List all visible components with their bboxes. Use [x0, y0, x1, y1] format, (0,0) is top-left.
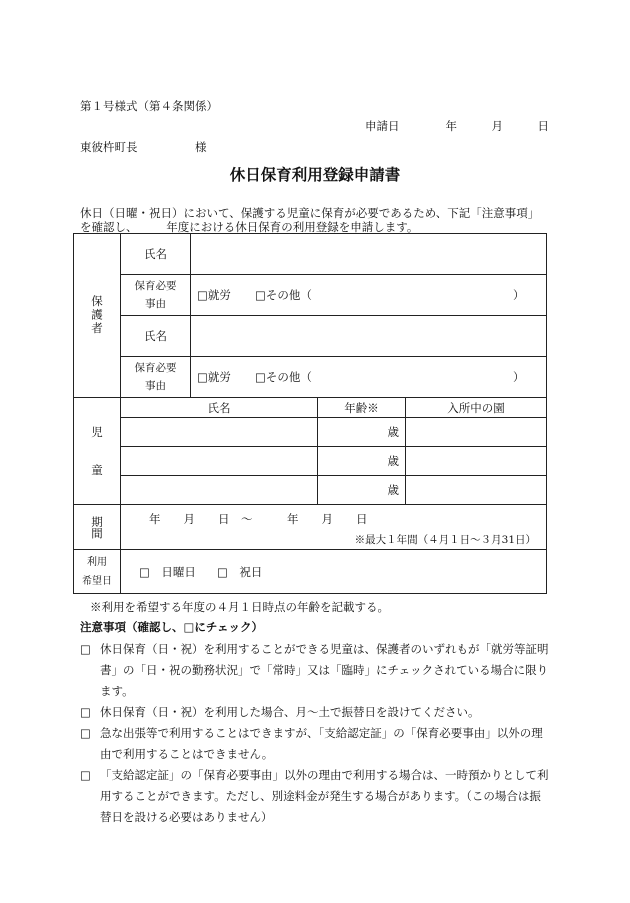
note2-checkbox[interactable]: □: [80, 705, 91, 719]
addressee: 東彼杵町長 様: [80, 140, 207, 154]
child2-age-field[interactable]: 歳: [318, 447, 406, 476]
form-number: 第１号様式（第４条関係）: [80, 99, 218, 113]
note1-checkbox[interactable]: □: [80, 642, 91, 656]
guardian2-name-label: 氏名: [121, 316, 191, 357]
age-footnote: ※利用を希望する年度の４月１日時点の年齢を記載する。: [90, 600, 389, 614]
period-label-cell: [74, 505, 121, 550]
children-col-facility: 入所中の園: [406, 398, 547, 418]
guardian1-name-label: 氏名: [121, 234, 191, 275]
guardian1-work-checkbox[interactable]: □就労: [197, 288, 231, 302]
note3-text: 急な出張等で利用することはできますが、「支給認定証」の「保育必要事由」以外の理由で利用することはできません。: [100, 726, 543, 761]
child3-facility-field[interactable]: [406, 476, 547, 505]
guardian2-name-field[interactable]: [191, 316, 547, 357]
application-table: [73, 233, 547, 594]
desired-use-label: 利用 希望日: [74, 550, 121, 594]
guardian1-other-close: ）: [513, 288, 525, 302]
note-item: [80, 639, 550, 702]
guardian2-reason-field: [191, 357, 547, 398]
guardian2-other-close: ）: [513, 370, 525, 384]
notes-title: 注意事項（確認し、□にチェック）: [80, 620, 264, 634]
guardian2-other-checkbox[interactable]: □その他（: [255, 370, 312, 384]
application-date: 申請日 年 月 日: [365, 119, 549, 133]
note-item: [80, 702, 550, 723]
guardian1-other-checkbox[interactable]: □その他（: [255, 288, 312, 302]
children-col-age: 年齢※: [318, 398, 406, 418]
period-dates: 年 月 日 ～ 年 月 日: [149, 512, 368, 526]
intro-text: [80, 206, 539, 234]
guardian2-work-checkbox[interactable]: □就労: [197, 370, 231, 384]
children-label-cell: [74, 398, 121, 505]
notes-list: [80, 639, 550, 828]
children-label-1: 児: [91, 425, 103, 439]
period-field[interactable]: [121, 505, 547, 550]
period-note: ※最大１年間（４月１日～３月31日）: [354, 534, 537, 546]
note4-checkbox[interactable]: □: [80, 768, 91, 782]
children-label-2: 童: [91, 463, 103, 477]
guardian2-reason-label: 保育必要 事由: [121, 357, 191, 398]
child1-name-field[interactable]: [121, 418, 318, 447]
sunday-checkbox[interactable]: □ 日曜日: [139, 564, 196, 579]
child2-name-field[interactable]: [121, 447, 318, 476]
period-label: 期間: [90, 515, 104, 539]
note4-text: 「支給認定証」の「保育必要事由」以外の理由で利用する場合は、一時預かりとして利用することができます。ただし、別途料金が発生する場合があります。（この場合は振替日を設ける必要はありません）: [100, 768, 549, 824]
note-item: [80, 723, 550, 765]
page-title: 休日保育利用登録申請書: [229, 165, 401, 184]
intro-line-1: 休日（日曜・祝日）において、保護する児童に保育が必要であるため、下記「注意事項」: [80, 206, 540, 220]
guardian1-reason-label: 保育必要 事由: [121, 275, 191, 316]
note-item: [80, 765, 550, 828]
child1-facility-field[interactable]: [406, 418, 547, 447]
child3-age-field[interactable]: 歳: [318, 476, 406, 505]
guardian1-reason-field: [191, 275, 547, 316]
guardian1-name-field[interactable]: [191, 234, 547, 275]
note2-text: 休日保育（日・祝）を利用した場合、月～土で振替日を設けてください。: [100, 705, 480, 719]
child2-facility-field[interactable]: [406, 447, 547, 476]
desired-use-field: [121, 550, 547, 594]
note3-checkbox[interactable]: □: [80, 726, 91, 740]
children-col-name: 氏名: [121, 398, 318, 418]
holiday-checkbox[interactable]: □ 祝日: [217, 564, 263, 579]
intro-line-2: を確認し、 年度における休日保育の利用登録を申請します。: [80, 220, 419, 234]
guardian-label: 保護者: [90, 295, 104, 336]
child3-name-field[interactable]: [121, 476, 318, 505]
child1-age-field[interactable]: 歳: [318, 418, 406, 447]
guardian-label-cell: [74, 234, 121, 398]
note1-text: 休日保育（日・祝）を利用することができる児童は、保護者のいずれもが「就労等証明書」の「日・祝の勤務状況」で「常時」又は「臨時」にチェックされている場合に限ります。: [100, 642, 549, 698]
